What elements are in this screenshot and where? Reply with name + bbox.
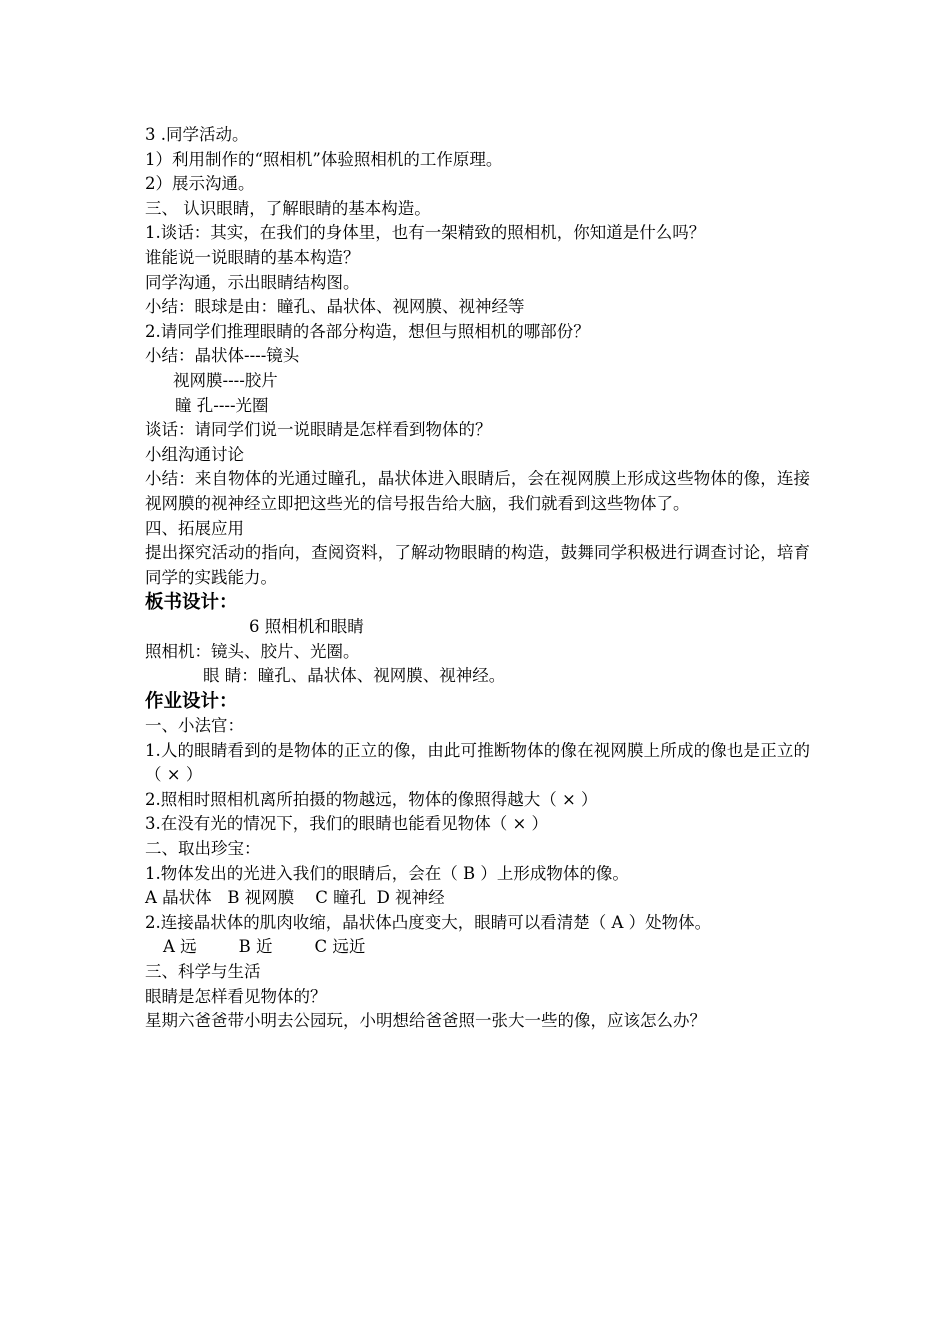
board-camera: 照相机：镜头、胶片、光圈。: [145, 641, 360, 661]
board-eye: 眼 睛：瞳孔、晶状体、视网膜、视神经。: [203, 666, 506, 686]
homework-life-1: 眼睛是怎样看见物体的？: [145, 986, 327, 1006]
activity-item-1: 1）利用制作的“照相机”体验照相机的工作原理。: [145, 149, 503, 169]
section-3-infer: 2.请同学们推理眼睛的各部分构造，想但与照相机的哪部份？: [145, 321, 590, 341]
section-3-talk-2: 谈话：请同学们说一说眼睛是怎样看到物体的？: [145, 420, 492, 440]
document-page: [145, 123, 810, 1034]
section-3-question: 谁能说一说眼睛的基本构造？: [145, 247, 360, 267]
homework-part-3-title: 三、科学与生活: [145, 962, 261, 981]
activity-step: 3 .同学活动。: [145, 125, 249, 144]
homework-part-2-title: 二、取出珍宝：: [145, 839, 261, 859]
section-3-summary-2c: 瞳 孔----光圈: [175, 395, 269, 415]
section-3-summary-2b: 视网膜----胶片: [173, 370, 278, 390]
activity-item-2: 2）展示沟通。: [145, 174, 255, 194]
homework-life-2: 星期六爸爸带小明去公园玩，小明想给爸爸照一张大一些的像，应该怎么办？: [145, 1011, 706, 1031]
homework-part-1-title: 一、小法官：: [145, 716, 244, 736]
section-3-summary-1: 小结：眼球是由：瞳孔、晶状体、视网膜、视神经等: [145, 297, 525, 317]
section-3-title: 三、 认识眼睛，了解眼睛的基本构造。: [145, 198, 431, 218]
homework-heading: 作业设计：: [145, 691, 238, 713]
section-3-group: 小组沟通讨论: [145, 444, 244, 464]
section-3-talk: 1.谈话：其实，在我们的身体里，也有一架精致的照相机，你知道是什么吗？: [145, 223, 706, 243]
section-4-body: 提出探究活动的指向，查阅资料，了解动物眼睛的构造，鼓舞同学积极进行调查讨论，培育同学的实践能力。: [145, 543, 810, 587]
section-4-title: 四、拓展应用: [145, 518, 244, 538]
board-title: 6 照相机和眼睛: [249, 617, 364, 637]
homework-choice-2-options: A 远 B 近 C 远近: [163, 937, 366, 957]
homework-choice-1: 1.物体发出的光进入我们的眼睛后，会在（ B ）上形成物体的像。: [145, 863, 629, 883]
homework-q3: 3.在没有光的情况下，我们的眼睛也能看见物体（ × ）: [145, 814, 549, 834]
section-3-summary-3: 小结：来自物体的光通过瞳孔，晶状体进入眼睛后，会在视网膜上形成这些物体的像，连接视网膜的视神经立即把这些光的信号报告给大脑，我们就看到这些物体了。: [145, 469, 810, 513]
board-heading: 板书设计：: [145, 592, 238, 614]
homework-q1: 1.人的眼睛看到的是物体的正立的像，由此可推断物体的像在视网膜上所成的像也是正立的（ × ）: [145, 740, 810, 785]
homework-choice-1-options: A 晶状体 B 视网膜 C 瞳孔 D 视神经: [145, 888, 445, 908]
section-3-exchange: 同学沟通，示出眼睛结构图。: [145, 272, 360, 292]
section-3-summary-2a: 小结：晶状体----镜头: [145, 346, 300, 366]
homework-q2: 2.照相时照相机离所拍摄的物越远，物体的像照得越大（ × ）: [145, 789, 598, 809]
homework-choice-2: 2.连接晶状体的肌肉收缩，晶状体凸度变大，眼睛可以看清楚（ A ）处物体。: [145, 912, 712, 932]
